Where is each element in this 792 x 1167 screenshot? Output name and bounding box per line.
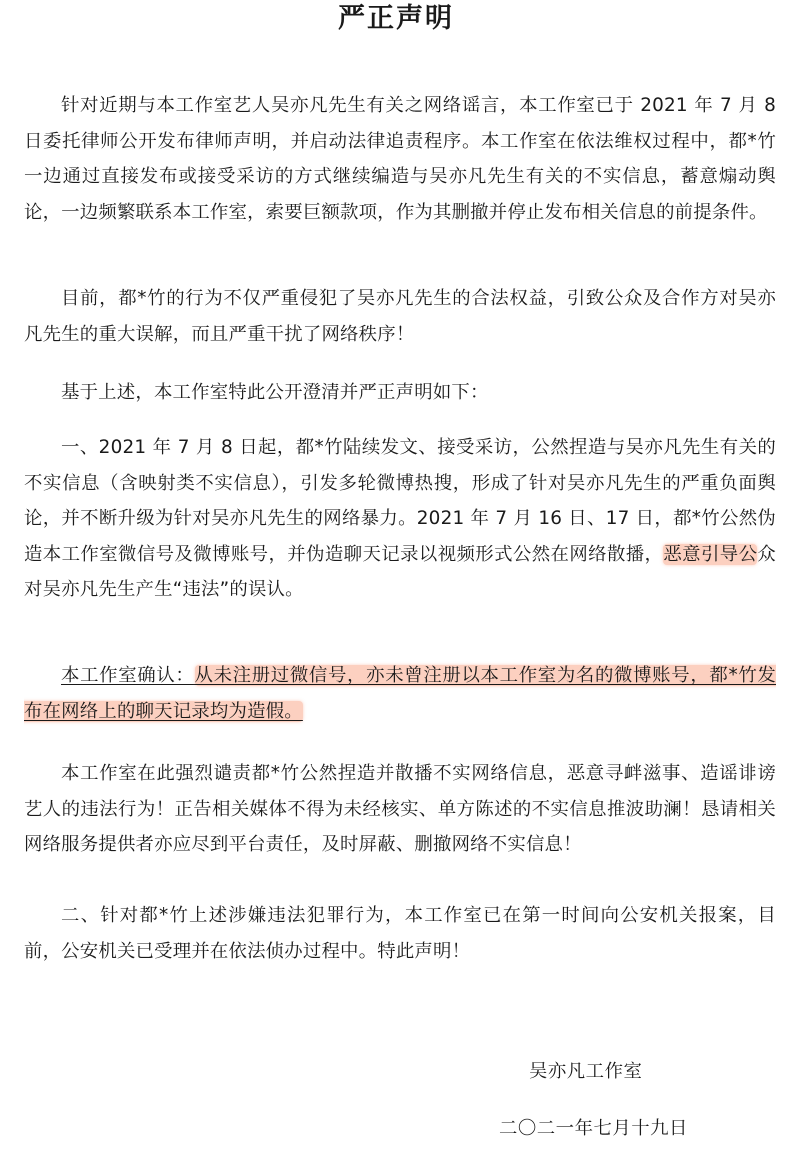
paragraph-confirmation: [24, 658, 776, 729]
paragraph-condemnation: 本工作室在此强烈谴责都*竹公然捏造并散播不实网络信息，恶意寻衅滋事、造谣诽谤艺人的违法行为！正告相关媒体不得为未经核实、单方陈述的不实信息推波助澜！恳请相关网络服务提供者亦应尽到平台责任，及时屏蔽、删撤网络不实信息！: [24, 763, 776, 855]
point-one-tail: 众对吴亦凡先生产生“违法”的误认。: [24, 543, 776, 600]
confirmation-lead: 本工作室确认：: [61, 665, 195, 686]
point-one-text: 一、2021 年 7 月 8 日起，都*竹陆续发文、接受采访，公然捏造与吴亦凡先生有关的不实信息（含映射类不实信息），引发多轮微博热搜，形成了针对吴亦凡先生的严重负面舆论，并不断升级为针对吴亦凡先生的网络暴力。2021 年 7 月 16 日、17 日，都*竹公然伪造本工作室微信号及微博账号，并伪造聊天记录以视频形式公然在网络散播，: [24, 437, 776, 565]
page-title: 严正声明: [338, 3, 454, 34]
paragraph-point-two: 二、针对都*竹上述涉嫌违法犯罪行为，本工作室已在第一时间向公安机关报案，目前，公安机关已受理并在依法侦办过程中。特此声明！: [24, 905, 776, 962]
paragraph-declaration-lead: 基于上述，本工作室特此公开澄清并严正声明如下：: [61, 382, 489, 403]
signature-date: 二〇二一年七月十九日: [499, 1118, 688, 1139]
paragraph-intro: 针对近期与本工作室艺人吴亦凡先生有关之网络谣言，本工作室已于 2021 年 7 月 8 日委托律师公开发布律师声明，并启动法律追责程序。本工作室在依法维权过程中，都*竹一边通过直接发布或接受采访的方式继续编造与吴亦凡先生有关的不实信息，蓄意煽动舆论，一边频繁联系本工作室，索要巨额款项，作为其删撤并停止发布相关信息的前提条件。: [24, 95, 776, 223]
paragraph-current-status: 目前，都*竹的行为不仅严重侵犯了吴亦凡先生的合法权益，引致公众及合作方对吴亦凡先生的重大误解，而且严重干扰了网络秩序！: [24, 288, 776, 345]
confirmation-highlight: 从未注册过微信号，亦未曾注册以本工作室为名的微博账号，都*竹发布在网络上的聊天记录均为造假。: [24, 665, 776, 722]
paragraph-point-one: [24, 430, 776, 608]
signature-studio: 吴亦凡工作室: [529, 1061, 643, 1082]
highlight-mark: 恶意引导公: [663, 543, 758, 565]
